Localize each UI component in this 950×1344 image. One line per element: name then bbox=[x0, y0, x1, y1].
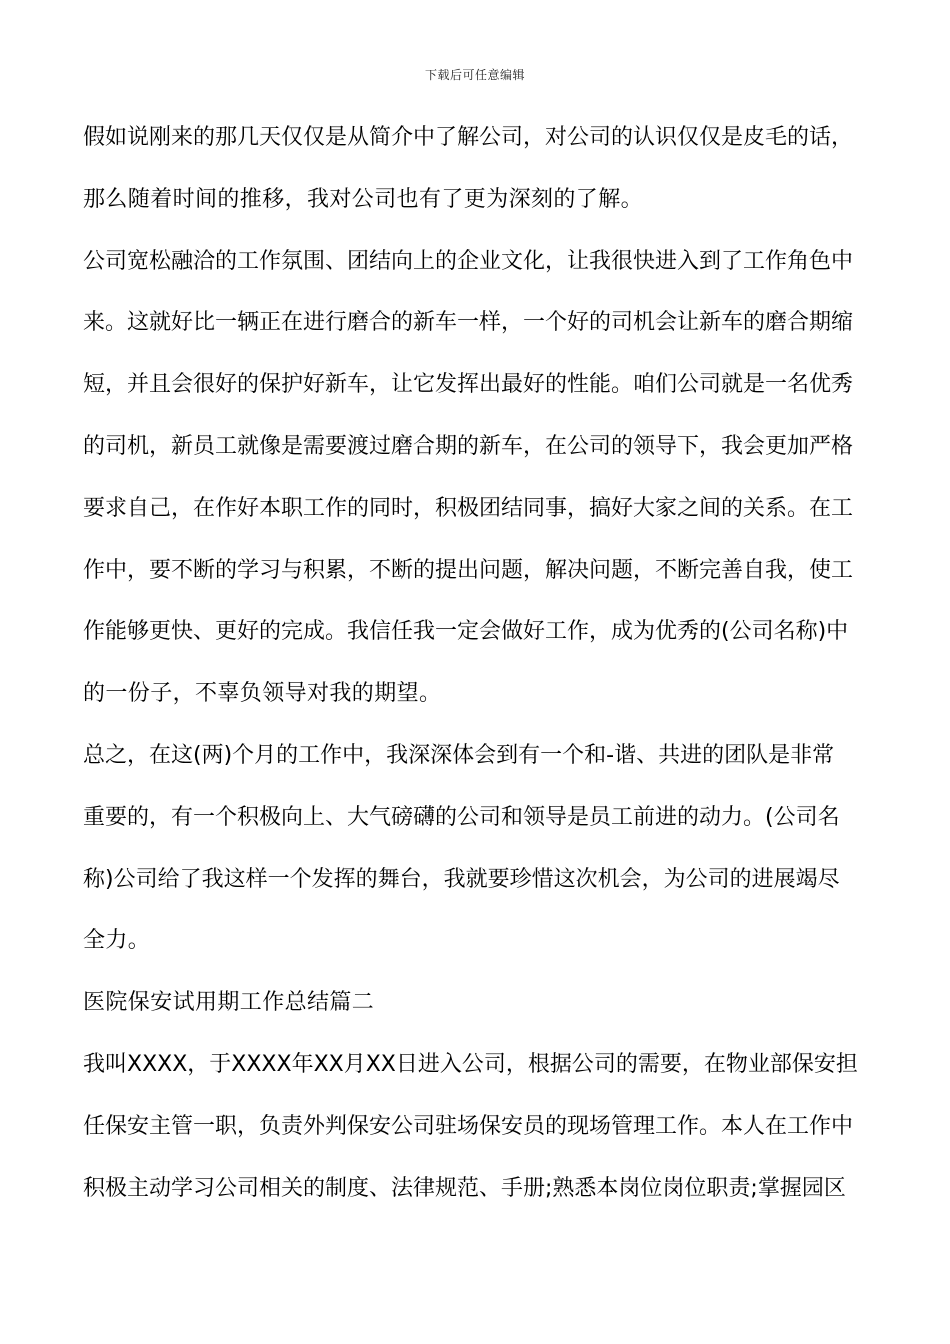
text-line-17: 任保安主管一职，负责外判保安公司驻场保安员的现场管理工作。本人在工作中 bbox=[83, 1113, 854, 1139]
text-line-8: 作中，要不断的学习与积累，不断的提出问题，解决问题，不断完善自我，使工 bbox=[83, 557, 854, 583]
text-line-6: 的司机，新员工就像是需要渡过磨合期的新车，在公司的领导下，我会更加严格 bbox=[83, 433, 854, 459]
text-line-16: 我叫XXXX，于XXXX年XX月XX日进入公司，根据公司的需要，在物业部保安担 bbox=[83, 1051, 858, 1077]
text-line-4: 来。这就好比一辆正在进行磨合的新车一样，一个好的司机会让新车的磨合期缩 bbox=[83, 310, 854, 336]
text-line-2: 那么随着时间的推移，我对公司也有了更为深刻的了解。 bbox=[83, 186, 644, 212]
text-line-9: 作能够更快、更好的完成。我信任我一定会做好工作，成为优秀的(公司名称)中 bbox=[83, 619, 849, 645]
text-line-5: 短，并且会很好的保护好新车，让它发挥出最好的性能。咱们公司就是一名优秀 bbox=[83, 372, 854, 398]
text-line-13: 称)公司给了我这样一个发挥的舞台，我就要珍惜这次机会，为公司的进展竭尽 bbox=[83, 866, 840, 892]
text-line-18: 积极主动学习公司相关的制度、法律规范、手册;熟悉本岗位岗位职责;掌握园区 bbox=[83, 1175, 846, 1201]
text-line-10: 的一份子，不辜负领导对我的期望。 bbox=[83, 681, 442, 707]
text-line-1: 假如说刚来的那几天仅仅是从简介中了解公司，对公司的认识仅仅是皮毛的话， bbox=[83, 125, 854, 150]
text-line-11: 总之，在这(两)个月的工作中，我深深体会到有一个和-谐、共进的团队是非常 bbox=[83, 742, 835, 768]
page-header: 下载后可任意编辑 bbox=[424, 68, 525, 82]
section-heading: 医院保安试用期工作总结篇二 bbox=[83, 990, 375, 1016]
text-line-12: 重要的，有一个积极向上、大气磅礴的公司和领导是员工前进的动力。(公司名 bbox=[83, 804, 840, 830]
text-line-14: 全力。 bbox=[83, 928, 151, 954]
document-body bbox=[83, 115, 873, 1227]
text-line-3: 公司宽松融洽的工作氛围、团结向上的企业文化，让我很快进入到了工作角色中 bbox=[83, 248, 854, 274]
text-line-7: 要求自己，在作好本职工作的同时，积极团结同事，搞好大家之间的关系。在工 bbox=[83, 495, 854, 521]
